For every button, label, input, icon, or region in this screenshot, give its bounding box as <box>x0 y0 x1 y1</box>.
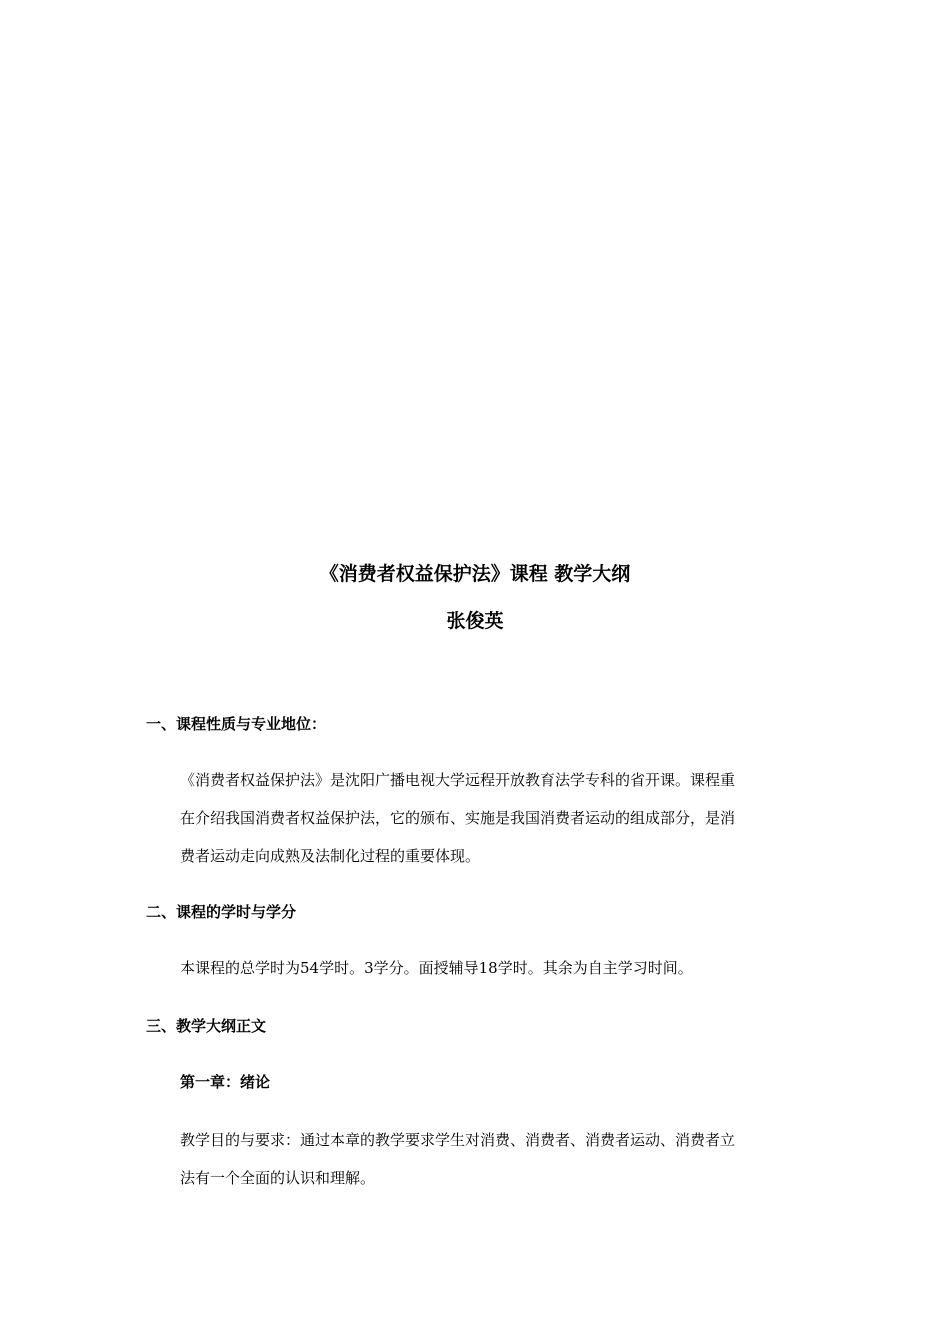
section-heading-1: 一、课程性质与专业地位： <box>146 715 327 733</box>
document-title: 《消费者权益保护法》课程 教学大纲 <box>319 563 631 585</box>
paragraph-line: 在介绍我国消费者权益保护法，它的颁布、实施是我国消费者运动的组成部分，是消 <box>180 809 736 827</box>
section-heading-2: 二、课程的学时与学分 <box>146 903 297 921</box>
paragraph-line: 法有一个全面的认识和理解。 <box>180 1169 376 1187</box>
paragraph-line: 《消费者权益保护法》是沈阳广播电视大学远程开放教育法学专科的省开课。课程重 <box>180 771 736 789</box>
paragraph-line: 本课程的总学时为54学时。3学分。面授辅导18学时。其余为自主学习时间。 <box>180 959 693 977</box>
chapter-heading: 第一章：绪论 <box>180 1073 271 1091</box>
paragraph-line: 教学目的与要求：通过本章的教学要求学生对消费、消费者、消费者运动、消费者立 <box>180 1131 736 1149</box>
paragraph-line: 费者运动走向成熟及法制化过程的重要体现。 <box>180 847 481 865</box>
section-heading-3: 三、教学大纲正文 <box>146 1017 267 1035</box>
document-author: 张俊英 <box>446 610 504 632</box>
